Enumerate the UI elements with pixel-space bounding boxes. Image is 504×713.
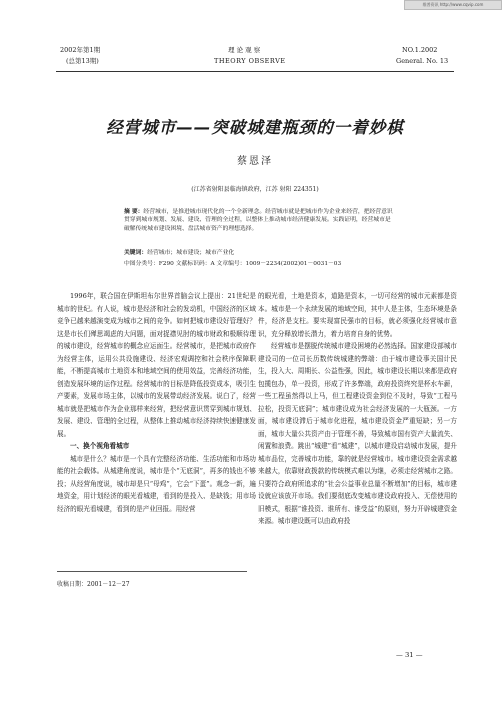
body-paragraph: 城市是什么？城市是一个具有完整经济功能、生活功能和市场功能的社会载体。从城建角度说，城市是个“无底洞”，再多的钱也不够投；从经营角度说，城市却是只“母鸡”，它会“下蛋”。观念一新，遍地资金，用计划经济的眼光看城建，看到的是投入、是缺钱；用市场经济的眼光看城建，看到的是产业回报。用经营 [57,454,256,513]
page-number: — 31 — [396,651,423,659]
keywords-label: 关键词： [124,250,148,256]
abstract-text: 经营城市，是推进城市现代化的一个全新理念。经营城市就是把城市作为企业来经营，把经营意识贯穿到城市规划、发展、建设、管理的全过程，以整体上推动城市经济健康发展。实践证明，经营城市是破解传统城市建设困境、盘活城市资产的理想选择。 [124,209,393,232]
body-paragraph: 的眼光看，土地是资本，道路是资本，一切可经营的城市元素都是资本。城市是一个永续发展的地域空间，其中人是主体，生态环境是条件，经济是支柱。要实现富民强市的目标，就必须强化经营城市意识，充分释放增长潜力，着力培育自身的优势。 [258,292,457,338]
author-name: 蔡恩泽 [237,156,273,167]
issue-label: 2002年第1期 [60,46,101,54]
issue-number: NO.1.2002 [402,46,438,54]
received-date: 收稿日期：2001－12－27 [57,581,130,588]
keywords [124,249,396,257]
watermark-stamp: 维普资讯 http://www.cqvip.com [404,0,502,10]
body-column-left [57,290,256,515]
header-rule [56,71,454,72]
footnote-rule [57,571,247,572]
classification-line: 中图分类号：F290 文献标识码：A 文章编号：1009－2234(2002)01－0031－03 [124,261,342,267]
general-number: General. No. 13 [396,57,449,65]
journal-name-cn: 理 论 观 察 [228,46,261,54]
keywords-text: 经营城市；城市建设；城市产业化 [147,250,235,256]
section-heading: 一、换个视角看城市 [70,442,130,450]
abstract [124,208,396,233]
total-issue-label: (总第13期) [66,57,99,65]
author-affiliation: (江苏省射阳县临海镇政府，江苏 射阳 224351) [191,186,319,193]
body-paragraph: 经营城市是摆脱传统城市建设困境的必然选择。国家建设部城市建设司的一位司长历数传统城建的弊端：由于城市建设事关国计民生，投入大、周期长、公益性强，因此，城市建设长期以来都是政府包揽包办，单一投资，形成了许多弊端，政府投资终究是杯水车薪，一些工程虽然得以上马，但工程建设资金到位不及时，导致“工程马拉松，投资无底洞”；城市建设成为社会经济发展的一大瓶颈。一方面，城市建设滞后于城市化进程，城市建设资金严重短缺；另一方面，城市大量公共资产由于管理不善，导致城市国有资产大量流失、闲置和浪费。跳出“城建”看“城建”，以城市建设启动城市发展，提升城市品位，完善城市功能，靠的就是经营城市。城市建设资金需求越来越大，依靠财政拨款的传统模式难以为继，必须走经营城市之路。只要符合政府所追求的“社会公益事业总量不断增加”的目标，城市建设就应该放开市场。我们要彻底改变城市建设政府投入、无偿使用的旧模式，根据“谁投资、谁所有、谁受益”的原则，努力开辟城建资金来源。城市建设既可以由政府投 [258,342,457,525]
article-title: 经营城市——突破城建瓶颈的一着妙棋 [106,118,404,137]
abstract-label: 摘 要： [124,209,144,215]
body-column-right [258,290,457,528]
body-paragraph: 1996年，联合国在伊斯坦布尔世界首脑会议上提出：21世纪是城市的世纪。有人说，城市是经济和社会的发动机，中国经济的区域竞争已越来越演变成为城市之间的竞争。如何把城市建设好管理好？这是市长们殚思竭虑的大问题，面对捉襟见肘的城市财政和极顺待理的城市建设，经营城市的概念应运面生。经营城市，是把城市政府作为经营主体，运用公共设施建设、经济宏观调控和社会秩序保障职能，不断提高城市土地资本和地域空间的使用效益，完善经济功能，创造发展环境的运作过程。经营城市的目标是降低投资成本，吸引生产要素，发展市场主体，以城市的发展带动经济发展。说白了，经营城市就是把城市作为企业那样来经营，把经营意识贯穿到城市规划、发展、建设、管理的全过程，从整体上推动城市经济持续快速健康发展。 [57,292,256,438]
journal-name-en: THEORY OBSERVE [214,57,286,65]
